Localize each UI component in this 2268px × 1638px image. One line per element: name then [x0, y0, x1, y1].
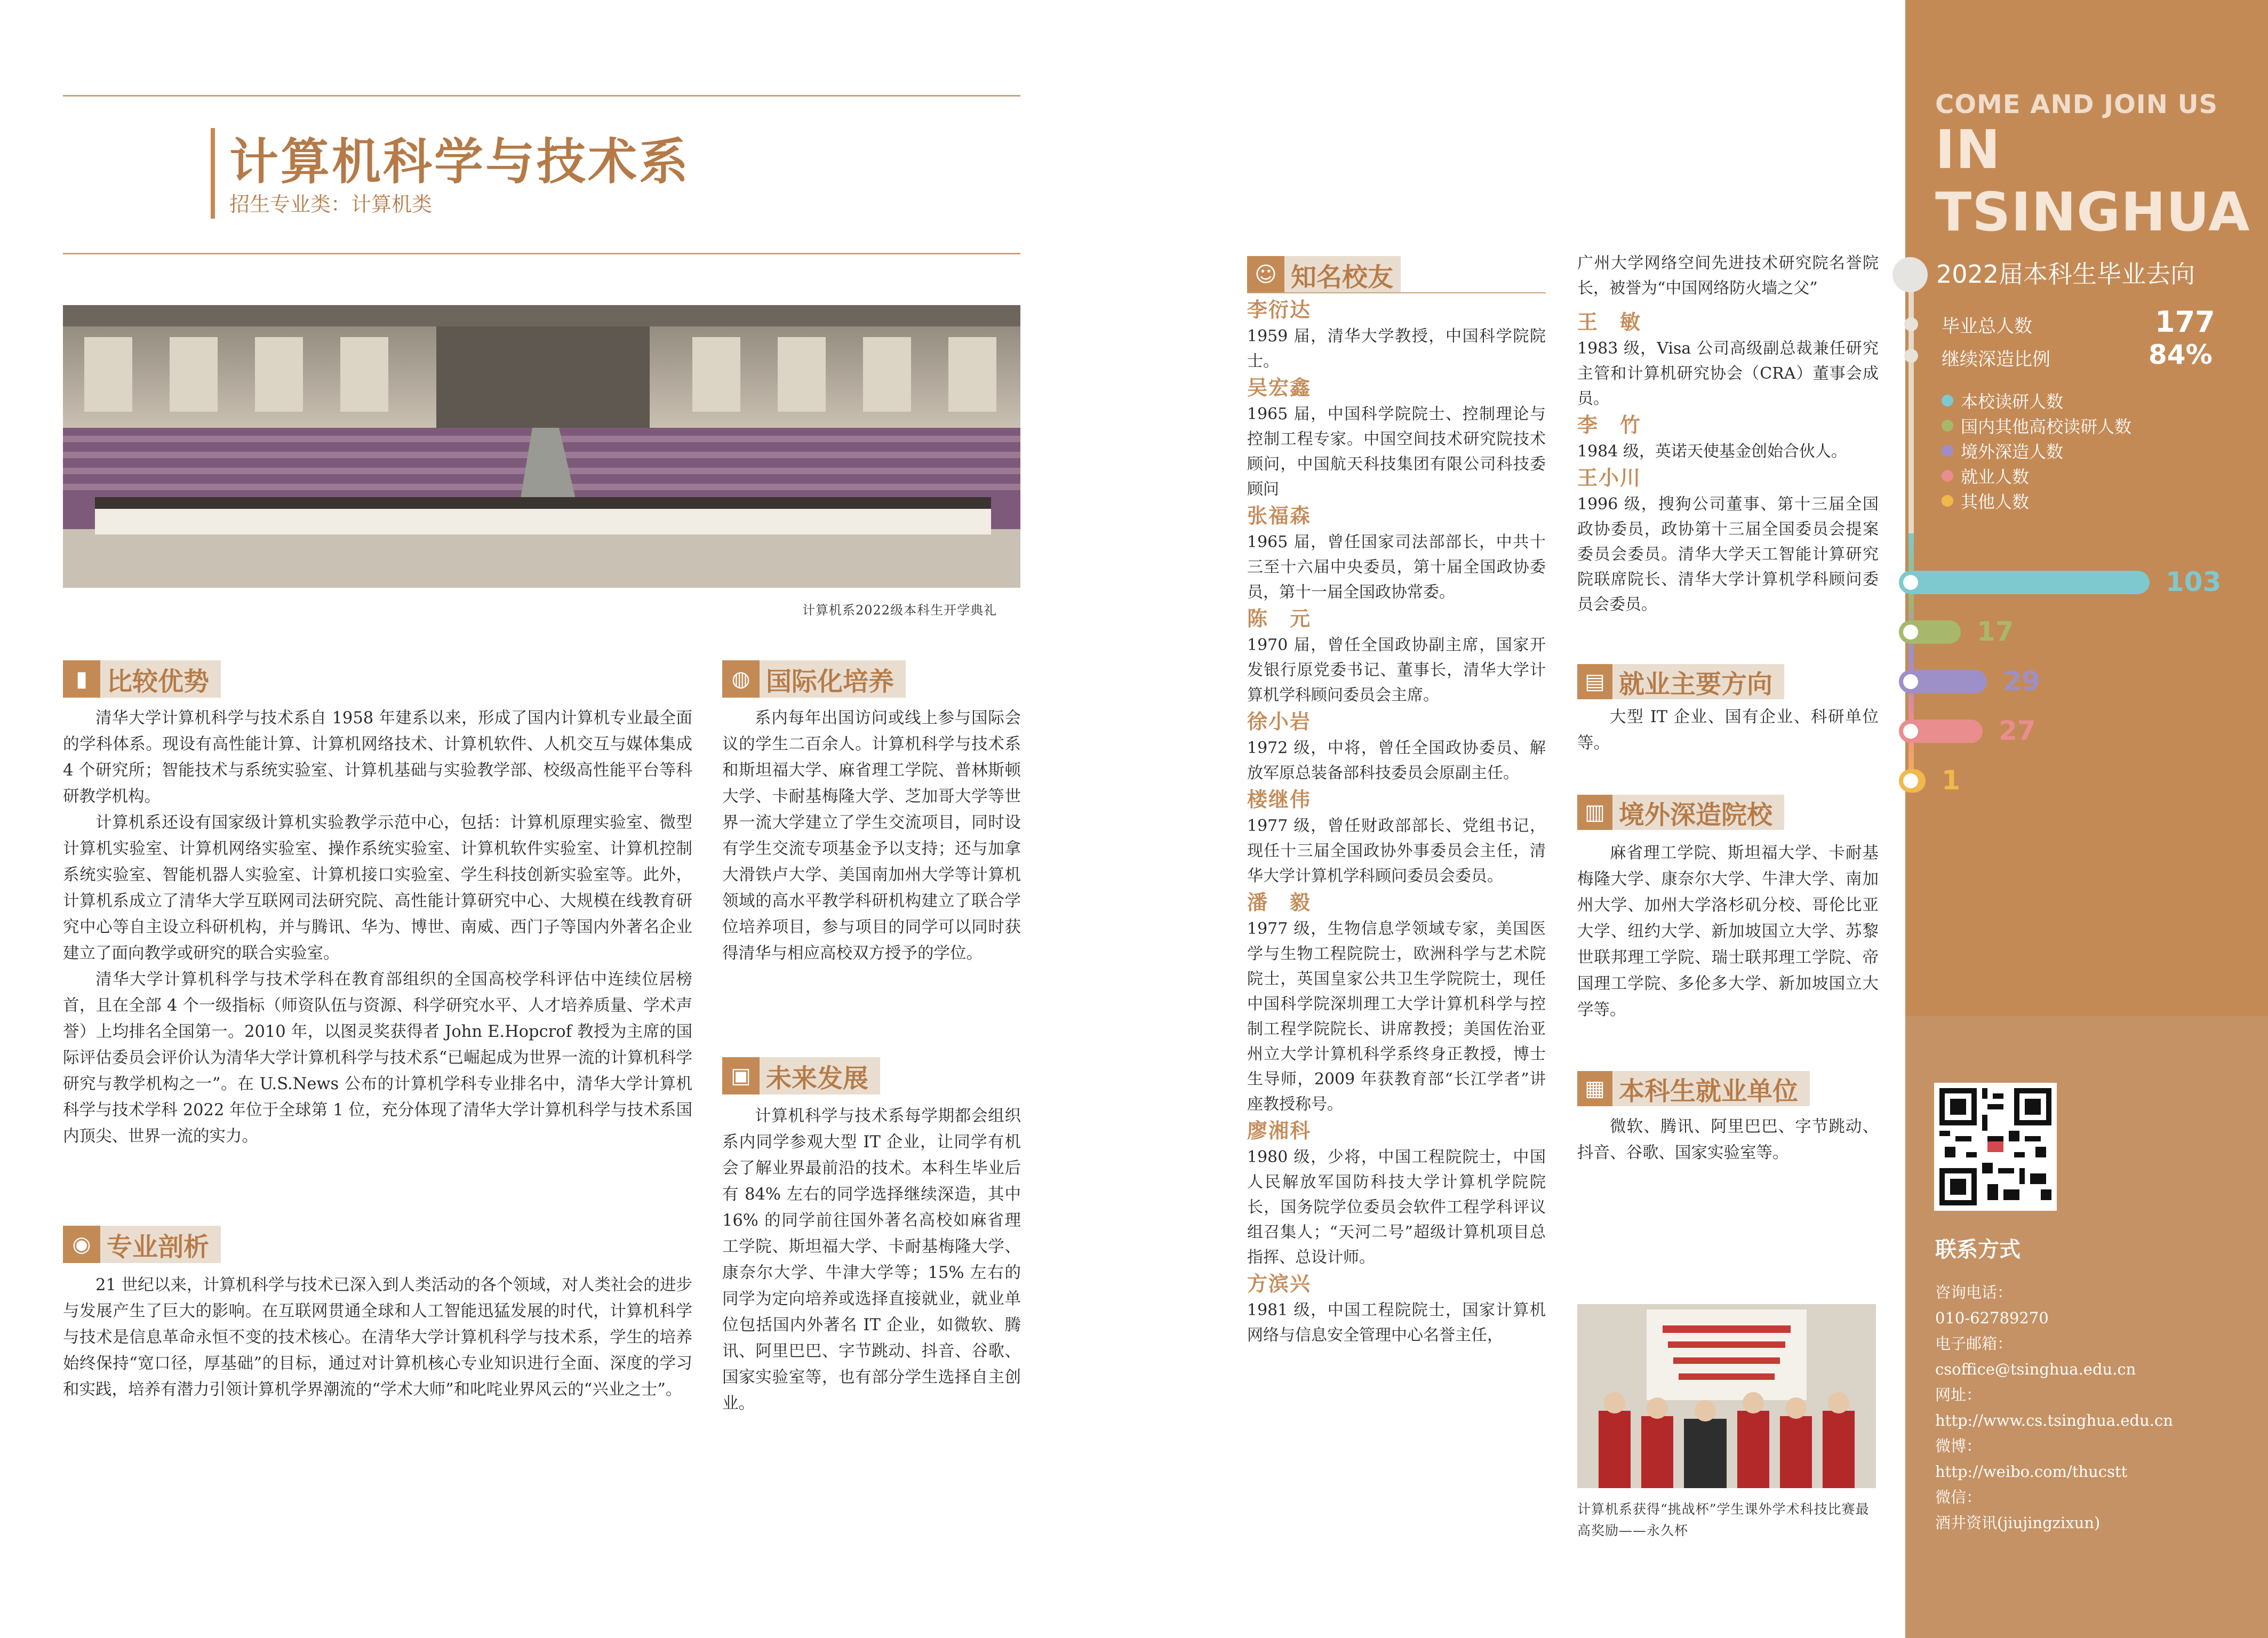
contact-title: 联系方式 — [1935, 1237, 2021, 1262]
ratio-label: 继续深造比例 — [1942, 349, 2050, 370]
legend-item — [1942, 413, 2131, 438]
legend-swatch — [1942, 420, 1953, 432]
alumni-description: 1977 级，曾任财政部部长、党组书记，现任十三届全国政协外事委员会主任，清华大学计算机学科顾问委员会委员。 — [1247, 817, 1546, 885]
id-card-icon: ▦ — [1577, 1071, 1612, 1106]
paragraph: 系内每年出国访问或线上参与国际会议的学生二百余人。计算机科学与技术系和斯坦福大学、麻省理工学院、普林斯顿大学、卡耐基梅隆大学、芝加哥大学等世界一流大学建立了学生交流项目，同时设有学生交流专项基金予以支持；还与加拿大滑铁卢大学、美国南加州大学等计算机领域的高水平教学科研机构建立了联合学位培养项目，参与项目的同学可以同时获得清华与相应高校双方授予的学位。 — [722, 709, 1021, 963]
alumni-name: 陈 元 — [1247, 607, 1312, 630]
user-icon: ☺ — [1247, 256, 1284, 293]
section-international-text — [722, 705, 1021, 966]
page-title: 计算机科学与技术系 — [229, 133, 691, 190]
legend-label: 境外深造人数 — [1961, 442, 2064, 462]
alumni-continued — [1577, 251, 1879, 301]
legend-swatch — [1942, 470, 1953, 482]
alumni-name: 张福森 — [1247, 504, 1312, 528]
alumni-description: 1977 级，生物信息学领域专家，美国医学与生物工程院院士，欧洲科学与艺术院院士，英国皇家公共卫生学院院士，现任中国科学院深圳理工大学计算机科学与控制工程学院院长、讲席教授；美国佐治亚州立大学计算机科学系终身正教授，博士生导师，2009 年获教育部“长江学者”讲座教授称号。 — [1247, 920, 1546, 1114]
section-abroad-header — [1577, 795, 1784, 830]
bar-knob — [1903, 773, 1918, 788]
section-future-header — [722, 1057, 880, 1094]
contact-value[interactable]: 010-62789270 — [1935, 1309, 2049, 1327]
title-rule — [63, 253, 1020, 254]
alumni-description: 1984 级，英诺天使基金创始合伙人。 — [1577, 442, 1847, 461]
top-rule — [63, 95, 1020, 97]
section-analysis-header — [63, 1226, 221, 1263]
section-advantage-text — [63, 705, 692, 1149]
section-career-title: 就业主要方向 — [1619, 669, 1773, 699]
alumni-description: 1965 届，曾任国家司法部部长，中共十三至十六届中央委员，第十届全国政协委员，第十一届全国政协常委。 — [1247, 533, 1546, 602]
contact-label: 网址： — [1935, 1386, 1982, 1404]
ratio-value: 84% — [2149, 339, 2213, 370]
award-photo — [1577, 1304, 1876, 1488]
alumni-name: 李 竹 — [1577, 413, 1642, 437]
legend-label: 国内其他高校读研人数 — [1961, 417, 2132, 437]
bar-value-label: 103 — [2166, 566, 2222, 597]
legend-swatch — [1942, 395, 1953, 406]
legend-item — [1942, 489, 2029, 513]
contact-value[interactable]: http://weibo.com/thucstt — [1935, 1463, 2128, 1481]
bar-value-label: 1 — [1942, 765, 1960, 796]
legend-item — [1942, 464, 2029, 488]
alumni-description: 1965 届，中国科学院院士、控制理论与控制工程专家。中国空间技术研究院技术顾问，中国航天科技集团有限公司科技委顾问 — [1247, 405, 1546, 499]
total-label: 毕业总人数 — [1942, 316, 2032, 337]
paragraph: 计算机科学与技术系每学期都会组织系内同学参观大型 IT 企业，让同学有机会了解业界最前沿的技术。本科生毕业后有 84% 左右的同学选择继续深造，其中 16% 的同学前往国外著名高校如麻省理工学院、斯坦福大学、卡耐基梅隆大学、康奈尔大学、牛津大学等；15% 左右的同学为定向培养或选择直接就业，就业单位包括国内外著名 IT 企业，如微软、腾讯、阿里巴巴、字节跳动、抖音、谷歌、国家实验室等，也有部分学生选择自主创业。 — [722, 1107, 1021, 1413]
bar-value-label: 29 — [2003, 666, 2040, 697]
alumni-name: 廖湘科 — [1247, 1119, 1312, 1142]
timeline-dot-large — [1892, 257, 1928, 292]
section-advantage-title: 比较优势 — [107, 666, 210, 697]
section-international-header — [722, 660, 906, 698]
legend-swatch — [1942, 445, 1953, 457]
paragraph: 麻省理工学院、斯坦福大学、卡耐基梅隆大学、康奈尔大学、牛津大学、南加州大学、加州大学洛杉矶分校、哥伦比亚大学、纽约大学、新加坡国立大学、苏黎世联邦理工学院、瑞士联邦理工学院、帝国理工学院、多伦多大学、新加坡国立大学等。 — [1577, 844, 1879, 1019]
bar-1 — [1899, 571, 2150, 594]
paragraph: 微软、腾讯、阿里巴巴、字节跳动、抖音、谷歌、国家实验室等。 — [1577, 1117, 1879, 1162]
legend-item — [1942, 388, 2063, 413]
alumni-list — [1247, 296, 1546, 1348]
alumni-name: 潘 毅 — [1247, 891, 1312, 914]
photo-caption: 计算机系2022级本科生开学典礼 — [802, 603, 997, 618]
alumni-description: 1981 级，中国工程院院士，国家计算机网络与信息安全管理中心名誉主任， — [1247, 1301, 1546, 1345]
bar-value-label: 27 — [1999, 715, 2036, 746]
bar-chart-icon: ▮ — [63, 660, 100, 698]
bar-knob — [1903, 724, 1918, 739]
contact-label: 微博： — [1935, 1437, 1982, 1455]
alumni-description: 1972 级，中将，曾任全国政协委员、解放军原总装备部科技委员会原副主任。 — [1247, 739, 1546, 782]
bar-5 — [1899, 769, 1926, 793]
section-international-title: 国际化培养 — [766, 666, 895, 697]
alumni-name: 徐小岩 — [1247, 710, 1312, 733]
section-future-title: 未来发展 — [766, 1063, 869, 1093]
section-analysis-title: 专业剖析 — [107, 1232, 210, 1262]
alumni-list-2 — [1577, 308, 1879, 617]
alumni-description: 1996 级，搜狗公司董事、第十三届全国政协委员，政协第十三届全国委员会提案委员会委员。清华大学天工智能计算研究院联席院长、清华大学计算机学科顾问委员会委员。 — [1577, 495, 1879, 614]
legend-label: 本校读研人数 — [1961, 391, 2064, 412]
contact-value[interactable]: http://www.cs.tsinghua.edu.cn — [1935, 1411, 2173, 1429]
legend-label: 其他人数 — [1961, 492, 2030, 512]
alumni-name: 王小川 — [1577, 466, 1642, 490]
section-employers-text — [1577, 1114, 1879, 1166]
section-advantage-header — [63, 660, 221, 698]
qr-code[interactable] — [1934, 1083, 2057, 1211]
alumni-name: 吴宏鑫 — [1247, 376, 1312, 399]
section-employers-header — [1577, 1071, 1810, 1106]
alumni-description: 1980 级，少将，中国工程院院士，中国人民解放军国防科技大学计算机学院院长，国务院学位委员会软件工程学科评议组召集人；“天河二号”超级计算机项目总指挥、总设计师。 — [1247, 1148, 1546, 1267]
total-value: 177 — [2155, 305, 2215, 339]
graduation-title: 2022届本科生毕业去向 — [1936, 260, 2195, 289]
sidebar-come-text: COME AND JOIN US — [1935, 90, 2218, 119]
contact-value[interactable]: csoffice@tsinghua.edu.cn — [1935, 1360, 2136, 1378]
bar-knob — [1903, 674, 1918, 689]
section-alumni-header — [1247, 256, 1401, 293]
camera-icon: ▣ — [722, 1057, 760, 1094]
award-caption: 计算机系获得“挑战杯”学生课外学术科技比赛最高奖励——永久杯 — [1577, 1501, 1870, 1538]
section-abroad-text — [1577, 840, 1879, 1023]
section-abroad-title: 境外深造院校 — [1619, 800, 1773, 830]
contact-value[interactable]: 酒井资讯(jiujingzixun) — [1935, 1514, 2101, 1532]
legend-label: 就业人数 — [1961, 467, 2030, 487]
title-accent-bar — [211, 128, 215, 219]
alumni-name: 王 敏 — [1577, 310, 1642, 334]
alumni-name: 楼继伟 — [1247, 788, 1312, 811]
bar-3 — [1899, 670, 1987, 693]
timeline-dot — [1904, 349, 1918, 363]
contact-label: 咨询电话： — [1935, 1283, 2013, 1301]
briefcase-icon: ▤ — [1577, 664, 1612, 699]
eye-icon: ◉ — [63, 1226, 100, 1263]
section-career-text — [1577, 704, 1879, 756]
timeline-dot — [1904, 317, 1918, 331]
bar-knob — [1903, 575, 1918, 590]
section-career-header — [1577, 664, 1784, 699]
globe-icon: ◍ — [722, 660, 760, 698]
alumni-rule — [1247, 292, 1546, 293]
section-future-text — [722, 1103, 1021, 1417]
contact-label: 微信： — [1935, 1488, 1982, 1506]
bar-2 — [1899, 620, 1961, 644]
alumni-continued-text: 广州大学网络空间先进技术研究院名誉院长，被誉为“中国网络防火墙之父” — [1577, 254, 1879, 298]
alumni-description: 1959 届，清华大学教授，中国科学院院士。 — [1247, 327, 1546, 371]
alumni-name: 方滨兴 — [1247, 1272, 1312, 1296]
section-alumni-title: 知名校友 — [1291, 262, 1394, 292]
auditorium-photo — [63, 305, 1020, 588]
legend-item — [1942, 438, 2063, 463]
paragraph: 清华大学计算机科学与技术学科在教育部组织的全国高校学科评估中连续位居榜首，且在全部 4 个一级指标（师资队伍与资源、科学研究水平、人才培养质量、学术声誉）上均排名全国第一。2010 年，以图灵奖获得者 John E.Hopcrof 教授为主席的国际评估委员会评价认为清华大学计算机科学与技术系“已崛起成为世界一流的计算机科学研究与教学机构之一”。在 U.S.News 公布的计算机学科专业排名中，清华大学计算机科学与技术学科 2022 年位于全球第 1 位，充分体现了清华大学计算机科学与技术系国内顶尖、世界一流的实力。 — [63, 970, 692, 1146]
alumni-name: 李衍达 — [1247, 298, 1312, 322]
paragraph: 大型 IT 企业、国有企业、科研单位等。 — [1577, 708, 1879, 753]
bar-value-label: 17 — [1976, 616, 2014, 647]
bar-4 — [1899, 720, 1983, 743]
paragraph: 计算机系还设有国家级计算机实验教学示范中心，包括：计算机原理实验室、微型计算机实验室、计算机网络实验室、操作系统实验室、计算机软件实验室、计算机控制系统实验室、智能机器人实验室、计算机接口实验室、学生科技创新实验室等。此外，计算机系成立了清华大学互联网司法研究院、高性能计算研究中心、大规模在线教育研究中心等自主设立科研机构，并与腾讯、华为、博世、南威、西门子等国内外著名企业建立了面向教学或研究的联合实验室。 — [63, 813, 692, 963]
section-employers-title: 本科生就业单位 — [1619, 1076, 1799, 1106]
alumni-description: 1970 届，曾任全国政协副主席，国家开发银行原党委书记、董事长，清华大学计算机学科顾问委员会主席。 — [1247, 636, 1546, 705]
contact-label: 电子邮箱： — [1935, 1335, 2013, 1353]
bar-knob — [1903, 625, 1918, 640]
building-icon: ▥ — [1577, 795, 1612, 830]
paragraph: 21 世纪以来，计算机科学与技术已深入到人类活动的各个领域，对人类社会的进步与发展产生了巨大的影响。在互联网贯通全球和人工智能迅猛发展的时代，计算机科学与技术是信息革命永恒不变的技术核心。在清华大学计算机科学与技术系，学生的培养始终保持“宽口径，厚基础”的目标，通过对计算机核心专业知识进行全面、深度的学习和实践，培养有潜力引领计算机学界潮流的“学术大师”和叱咤业界风云的“兴业之士”。 — [63, 1276, 692, 1399]
paragraph: 清华大学计算机科学与技术系自 1958 年建系以来，形成了国内计算机专业最全面的学科体系。现设有高性能计算、计算机网络技术、计算机软件、人机交互与媒体集成 4 个研究所；智能技术与系统实验室、计算机基础与实验教学部、校级高性能平台等科研教学机构。 — [63, 709, 692, 806]
legend-swatch — [1942, 495, 1953, 507]
page-subtitle: 招生专业类：计算机类 — [229, 193, 433, 216]
sidebar-tsinghua-text: IN TSINGHUA — [1935, 118, 2250, 243]
section-analysis-text — [63, 1272, 692, 1403]
alumni-description: 1983 级，Visa 公司高级副总裁兼任研究主管和计算机研究协会（CRA）董事会成员。 — [1577, 339, 1879, 408]
